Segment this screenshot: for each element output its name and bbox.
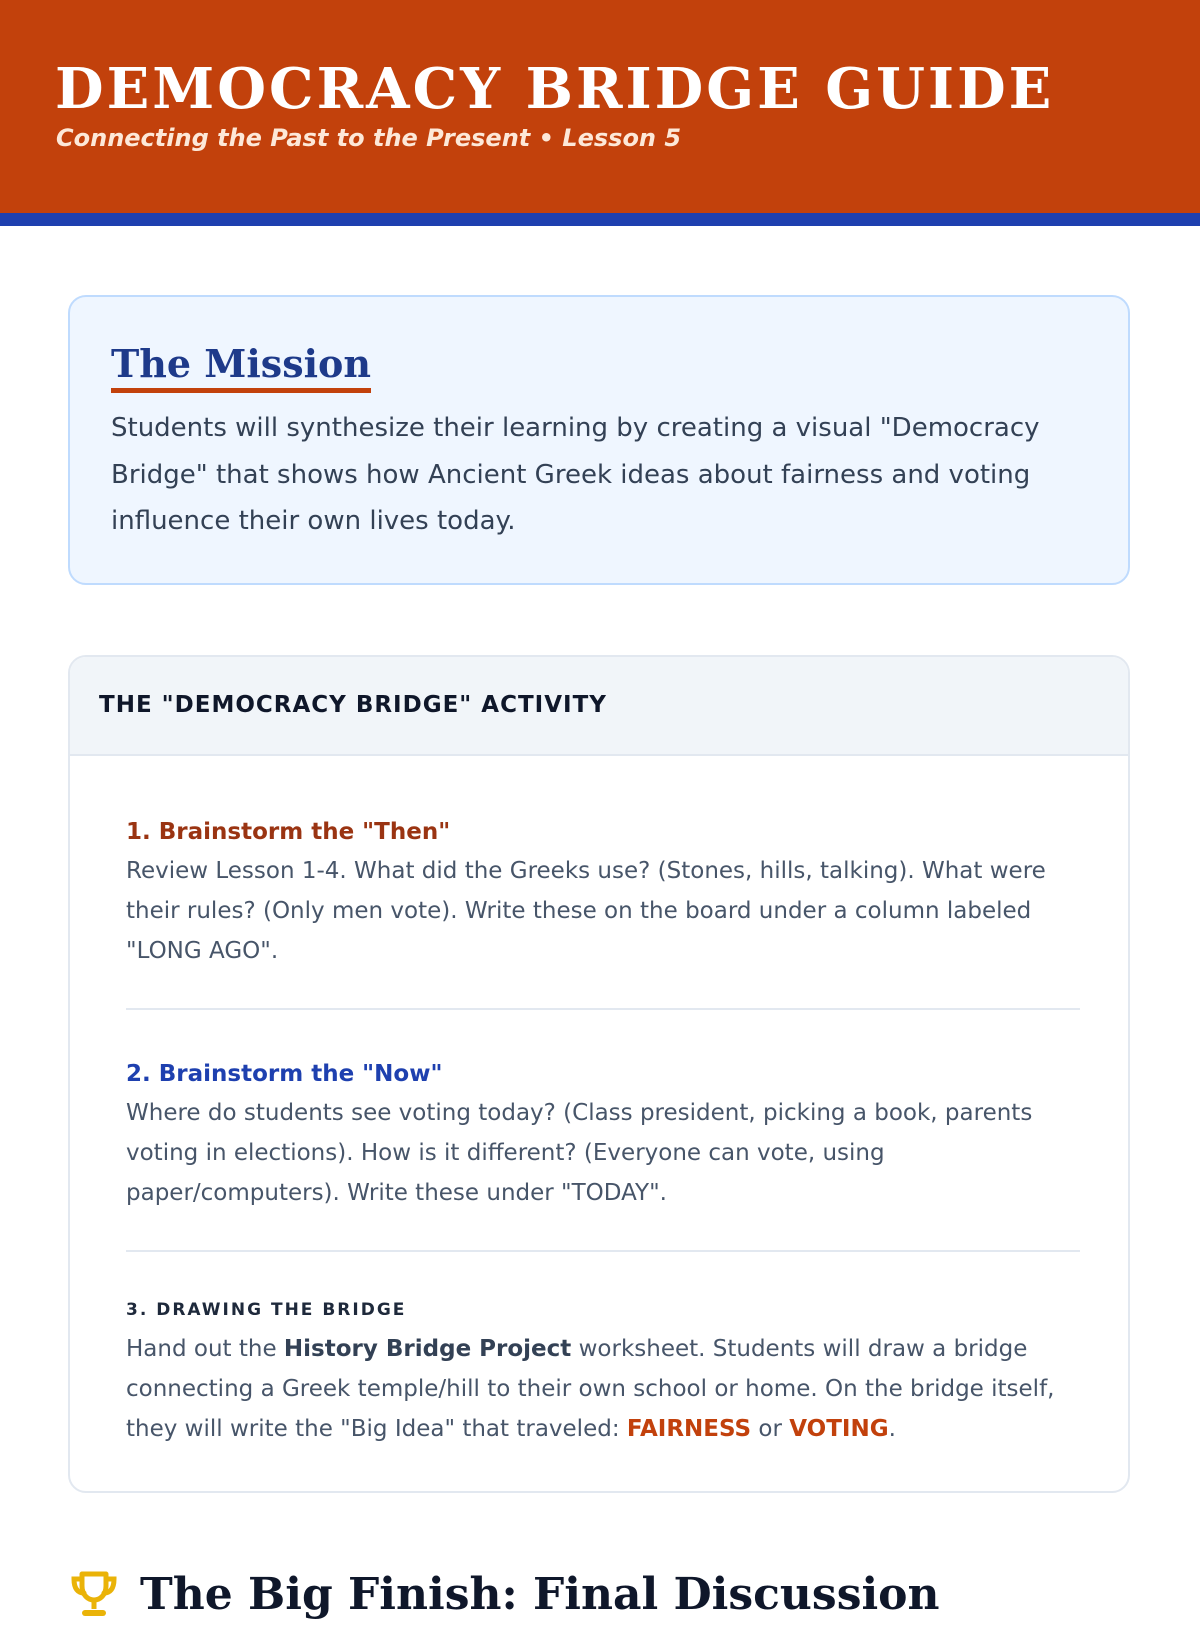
step-3-connector: or [751, 1416, 790, 1442]
mission-title: The Mission [111, 341, 371, 393]
step-1-title: 1. Brainstorm the "Then" [126, 819, 451, 845]
big-finish-title: The Big Finish: Final Discussion [140, 1569, 940, 1620]
step-1-body: Review Lesson 1-4. What did the Greeks use? (Stones, hills, talking). What were their rules? (Only men vote). Write these on the board under a column labeled "LONG AGO". [126, 858, 1046, 964]
worksheet-name: History Bridge Project [283, 1336, 572, 1362]
page-header [0, 0, 1200, 226]
activity-card [68, 655, 1130, 1493]
activity-header [70, 657, 1128, 756]
trophy-icon [68, 1569, 120, 1621]
step-divider [126, 1250, 1080, 1252]
step-2-body: Where do students see voting today? (Class president, picking a book, parents voting in elections). How is it different? (Everyone can vote, using paper/computers). Write these under "TODAY". [126, 1100, 1033, 1206]
page-title: DEMOCRACY BRIDGE GUIDE [55, 56, 1055, 122]
step-3-body-start: Hand out the [126, 1336, 284, 1362]
mission-text: Students will synthesize their learning by creating a visual "Democracy Bridge" that shows how Ancient Greek ideas about fairness and voting influence their own lives today. [111, 413, 1040, 536]
step-3-title: 3. DRAWING THE BRIDGE [126, 1300, 407, 1320]
step-1 [126, 817, 1086, 971]
step-3-body-middle: worksheet. Students will draw a bridge connecting a Greek temple/hill to their own school or home. On the bridge itself, they will write the "Big Idea" that traveled: [126, 1336, 1055, 1442]
step-3-end: . [888, 1416, 896, 1442]
step-2-title: 2. Brainstorm the "Now" [126, 1061, 443, 1087]
step-2 [126, 1059, 1086, 1213]
step-3 [126, 1295, 1086, 1449]
big-idea-fairness: FAIRNESS [626, 1416, 752, 1442]
page-subtitle: Connecting the Past to the Present • Lesson 5 [56, 124, 682, 152]
step-divider [126, 1008, 1080, 1010]
step-3-body [126, 1329, 1086, 1449]
activity-heading: THE "DEMOCRACY BRIDGE" ACTIVITY [99, 692, 607, 718]
mission-card [68, 295, 1130, 585]
big-idea-voting: VOTING [789, 1416, 889, 1442]
